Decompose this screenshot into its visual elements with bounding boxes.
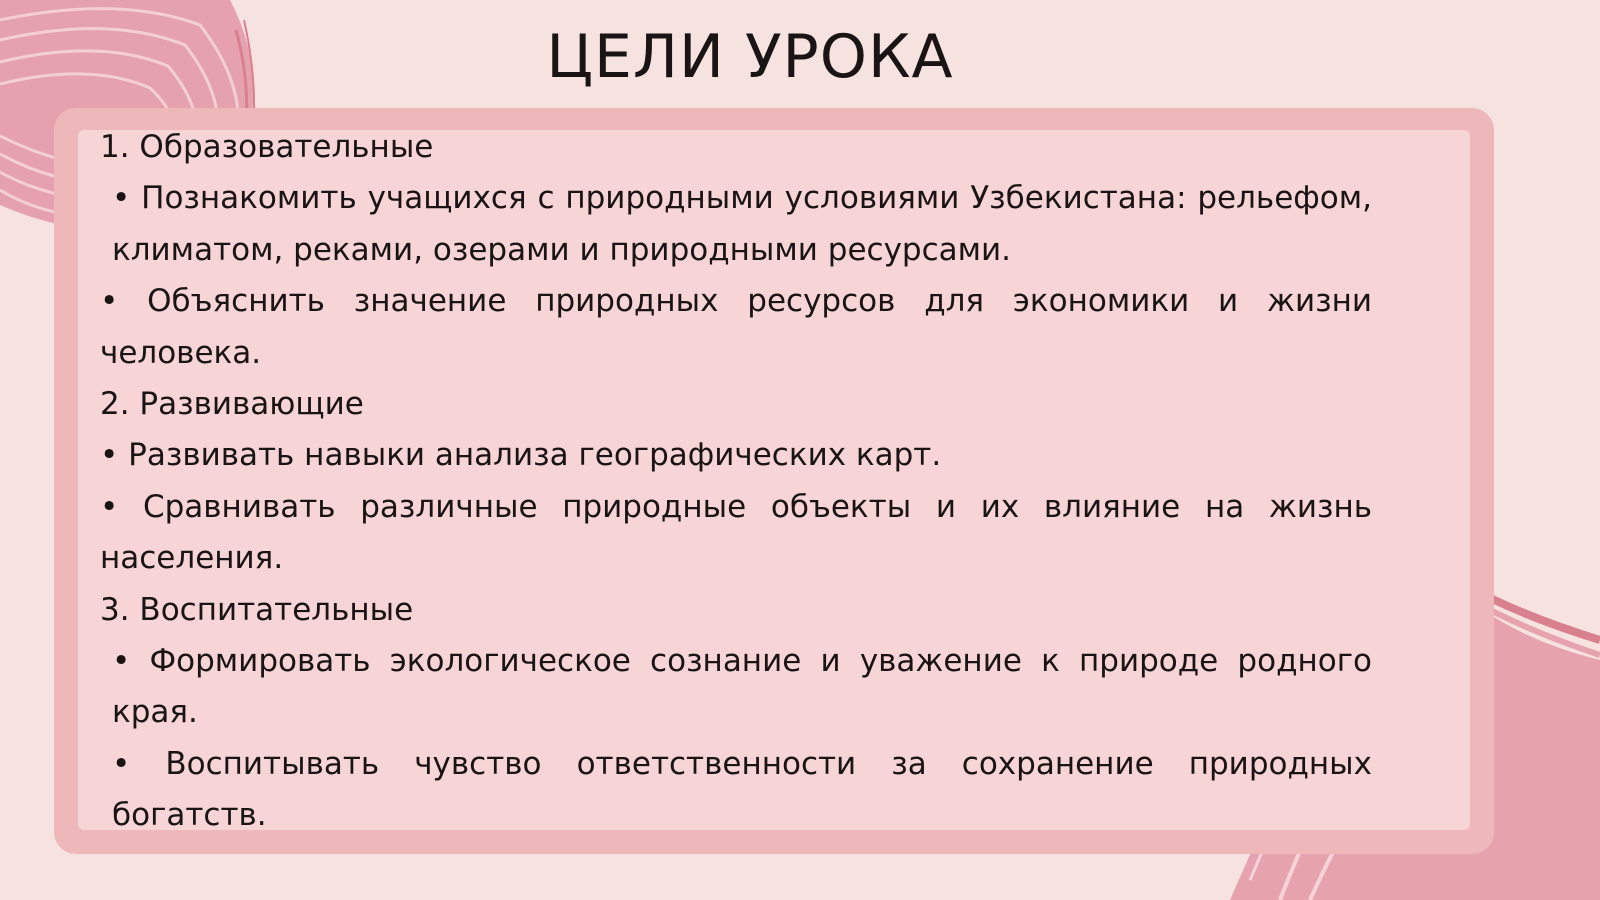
goal-item: • Формировать экологическое сознание и уважение к природе родного края.	[112, 643, 1372, 731]
goal-item: • Объяснить значение природных ресурсов для экономики и жизни человека.	[100, 283, 1372, 371]
lesson-goals-text	[90, 122, 1372, 842]
section-heading-developing: 2. Развивающие	[100, 386, 364, 423]
section-heading-upbringing: 3. Воспитательные	[100, 591, 414, 628]
goal-item: • Познакомить учащихся с природными условиями Узбекистана: рельефом, климатом, реками, озерами и природными ресурсами.	[112, 180, 1372, 268]
section-heading-educational: 1. Образовательные	[100, 129, 434, 165]
goal-item: • Развивать навыки анализа географических карт.	[100, 437, 942, 474]
slide-title: ЦЕЛИ УРОКА	[546, 22, 954, 92]
goal-item: • Воспитывать чувство ответственности за сохранение природных богатств.	[112, 745, 1372, 834]
goal-item: • Сравнивать различные природные объекты и их влияние на жизнь населения.	[100, 488, 1372, 577]
